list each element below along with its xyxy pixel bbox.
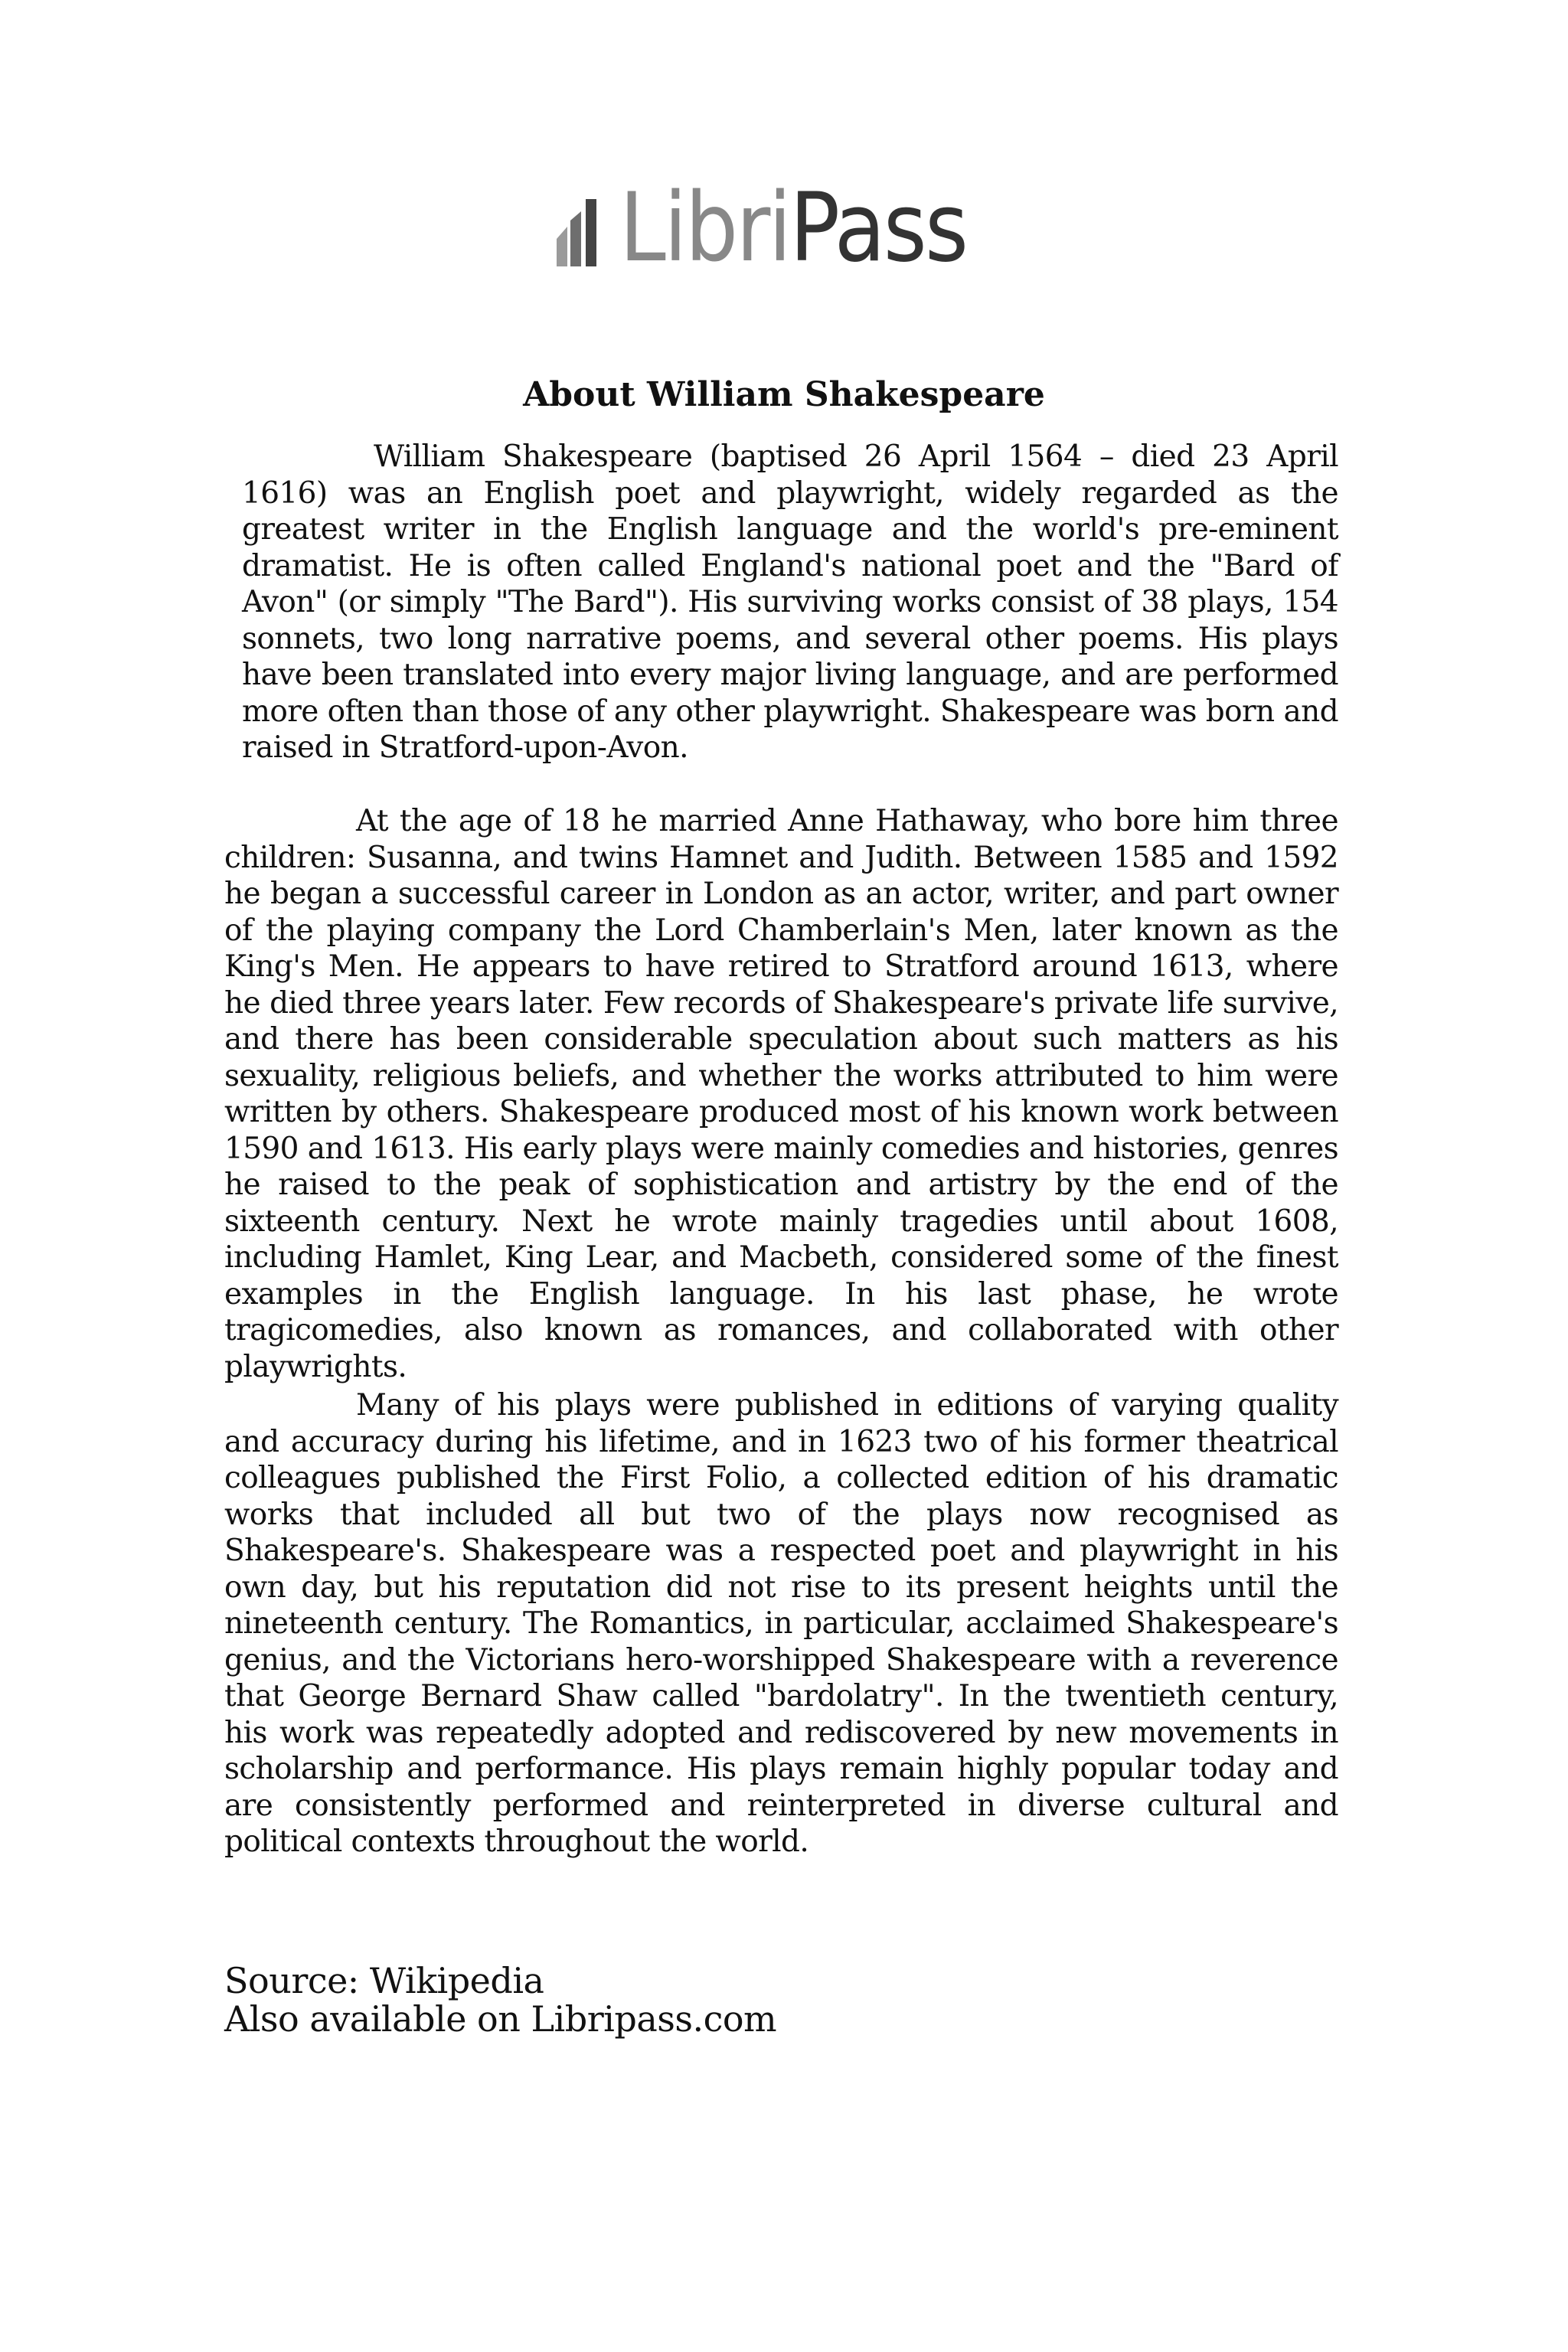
libripass-logo <box>0 173 1568 283</box>
paragraph-legacy: Many of his plays were published in editions of varying quality and accuracy during his lifetime, and in 1623 two of his former theatrical colleagues published the First Folio, a collected edition of his dramatic works that included all but two of the plays now recognised as Shakespeare's. Shakespeare was a respected poet and playwright in his own day, but his reputation did not rise to its present heights until the nineteenth century. The Romantics, in particular, acclaimed Shakespeare's genius, and the Victorians hero-worshipped Shakespeare with a reverence that George Bernard Shaw called "bardolatry". In the twentieth century, his work was repeatedly adopted and rediscovered by new movements in scholarship and performance. His plays remain highly popular today and are consistently performed and reinterpreted in diverse cultural and political contexts throughout the world. <box>224 1388 1338 1859</box>
logo-pass-text: Pass <box>789 173 967 283</box>
source-line: Source: Wikipedia <box>224 1960 544 2001</box>
book-stack-icon <box>554 193 607 270</box>
logo-wordmark <box>619 173 967 283</box>
logo-libri-text: Libri <box>619 173 790 283</box>
paragraph-intro: William Shakespeare (baptised 26 April 1564 – died 23 April 1616) was an English poet and playwright, widely regarded as the greatest writer in the English language and the world's pre-eminent dramatist. He is often called England's national poet and the "Bard of Avon" (or simply "The Bard"). His surviving works consist of 38 plays, 154 sonnets, two long narrative poems, and several other poems. His plays have been translated into every major living language, and are performed more often than those of any other playwright. Shakespeare was born and raised in Stratford-upon-Avon. <box>242 439 1338 765</box>
page-title: About William Shakespeare <box>523 375 1045 414</box>
paragraph-life: At the age of 18 he married Anne Hathaway, who bore him three children: Susanna, and twins Hamnet and Judith. Between 1585 and 1592 he began a successful career in London as an actor, writer, and part owner of the playing company the Lord Chamberlain's Men, later known as the King's Men. He appears to have retired to Stratford around 1613, where he died three years later. Few records of Shakespeare's private life survive, and there has been considerable speculation about such matters as his sexuality, religious beliefs, and whether the works attributed to him were written by others. Shakespeare produced most of his known work between 1590 and 1613. His early plays were mainly comedies and histories, genres he raised to the peak of sophistication and artistry by the end of the sixteenth century. Next he wrote mainly tragedies until about 1608, including Hamlet, King Lear, and Macbeth, considered some of the finest examples in the English language. In his last phase, he wrote tragicomedies, also known as romances, and collaborated with other playwrights. <box>224 804 1338 1384</box>
source-block <box>224 1962 776 2038</box>
availability-line: Also available on Libripass.com <box>224 1998 777 2040</box>
